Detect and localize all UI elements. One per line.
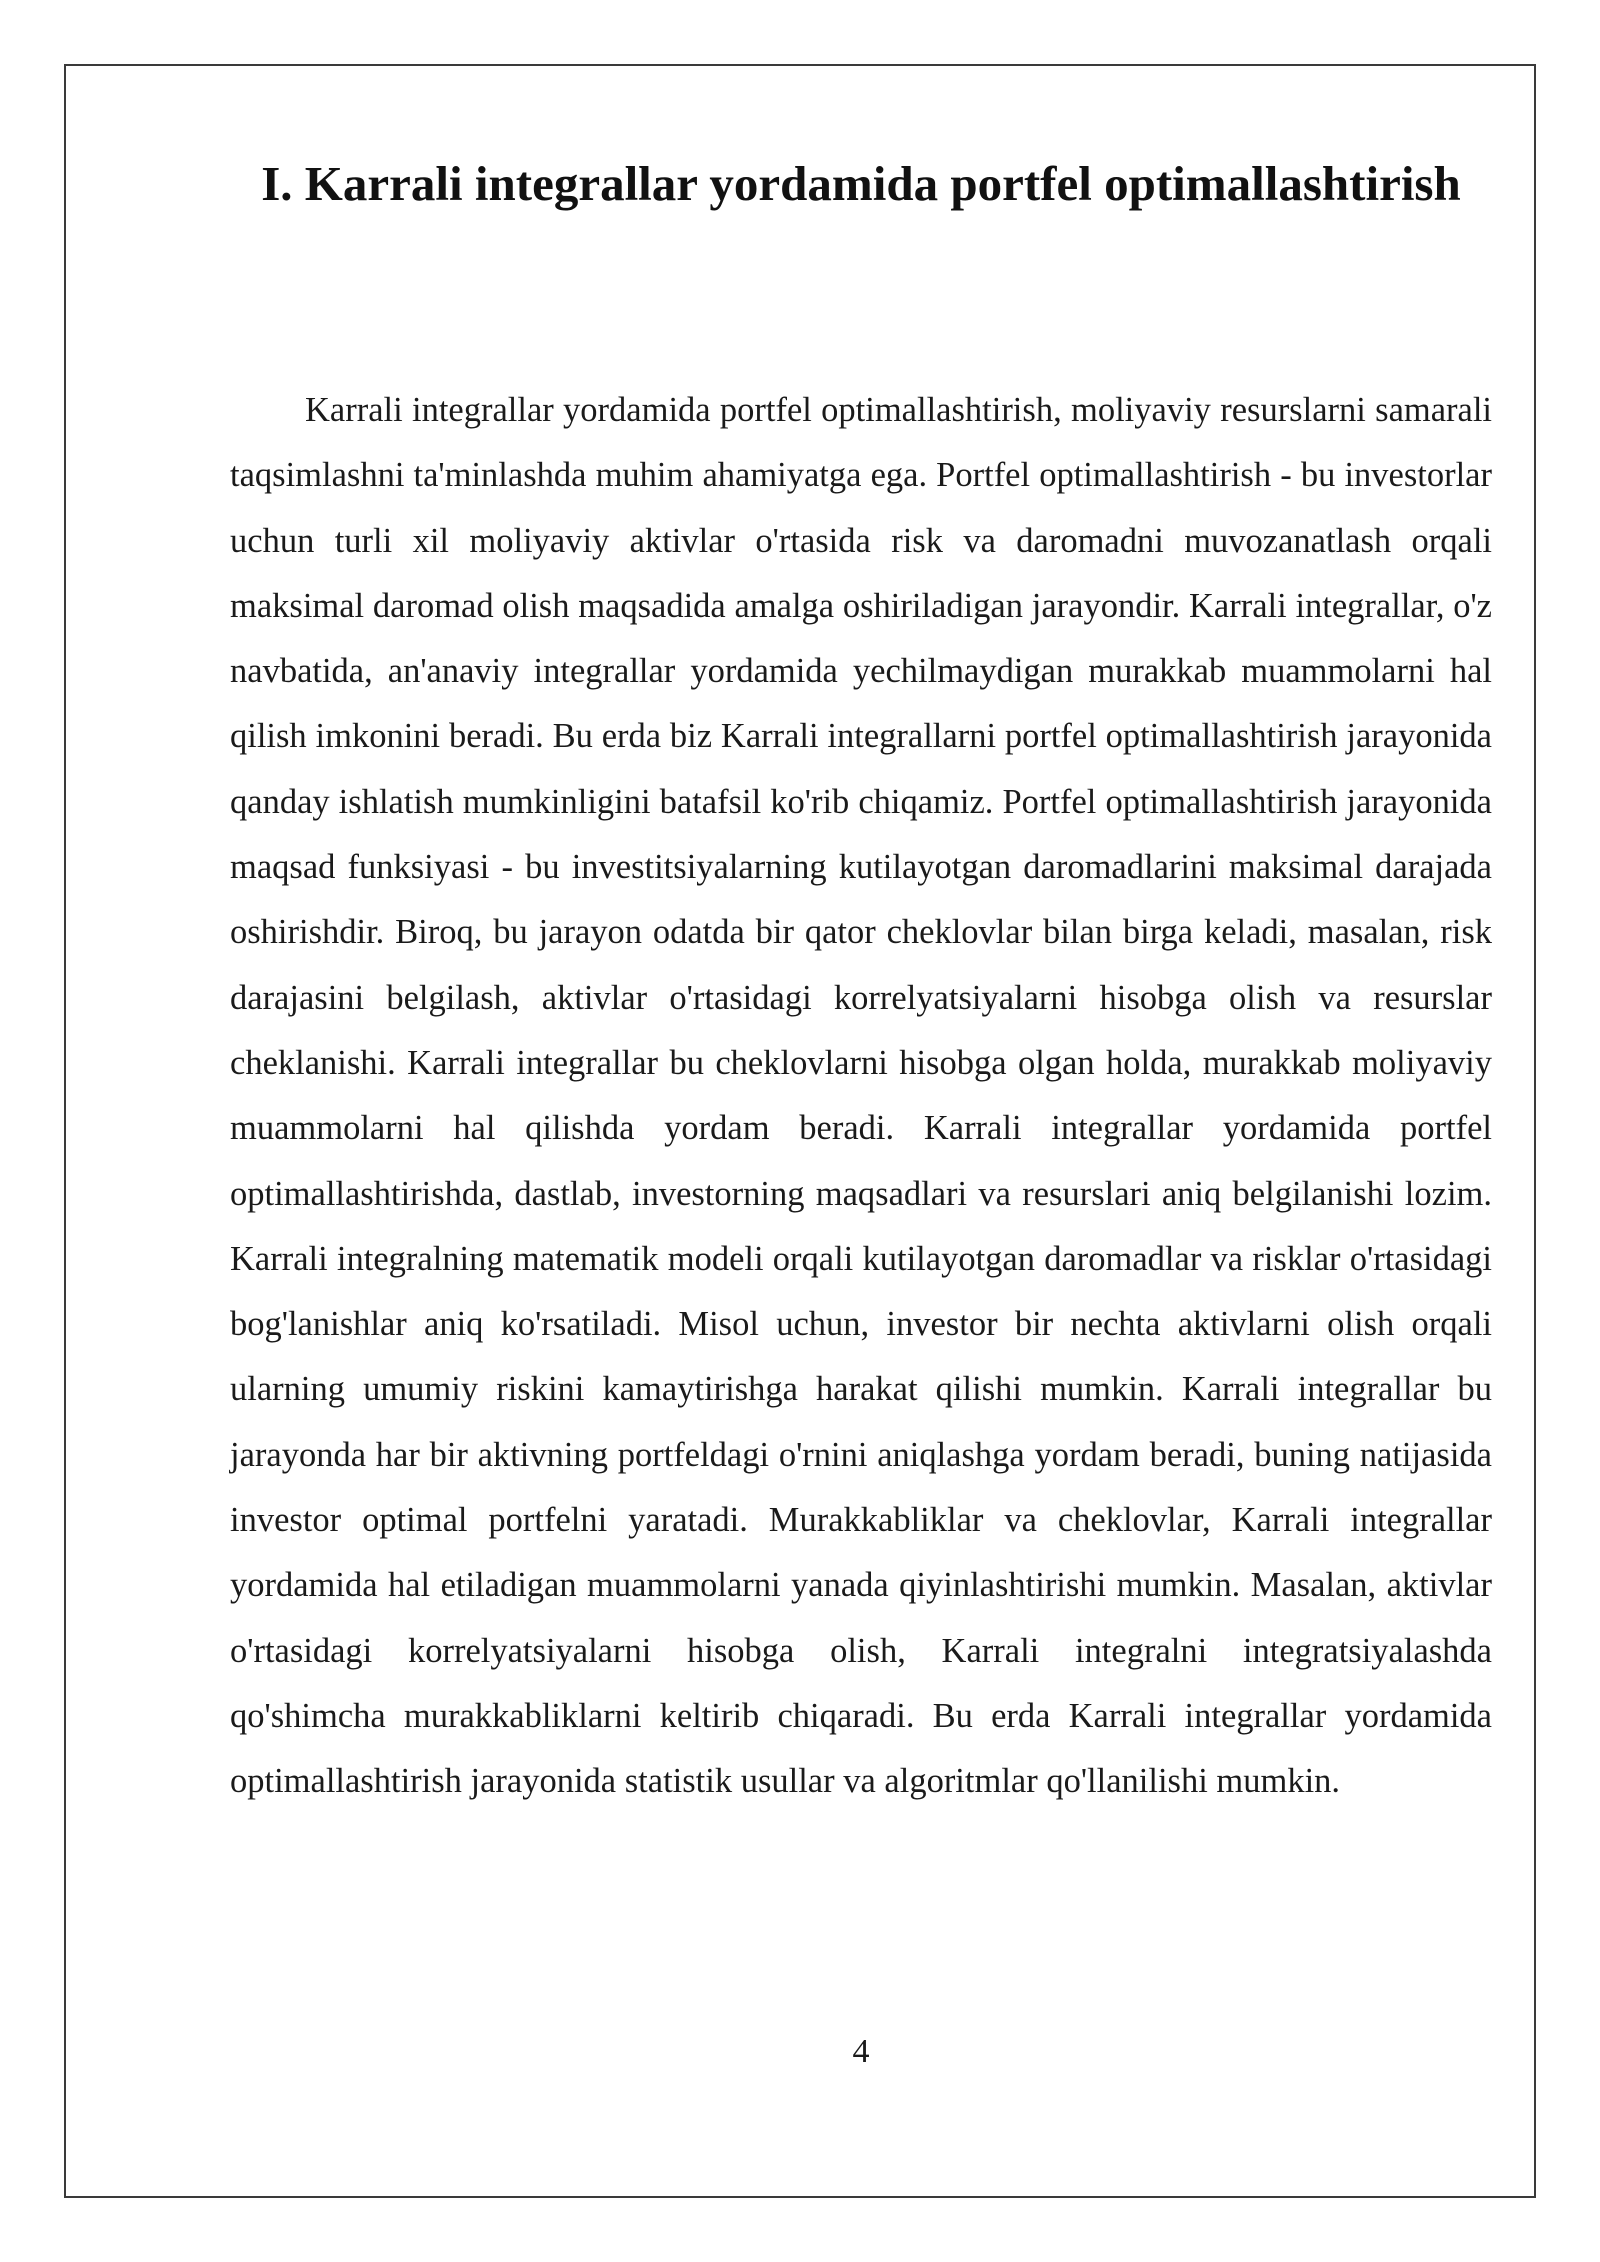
body-paragraph: Karrali integrallar yordamida portfel optimallashtirish, moliyaviy resurslarni samarali taqsimlashni ta'minlashda muhim ahamiyatga ega. Portfel optimallashtirish - bu investorlar uchun turli xil moliyaviy aktivlar o'rtasida risk va daromadni muvozanatlash orqali maksimal daromad olish maqsadida amalga oshiriladigan jarayondir. Karrali integrallar, o'z navbatida, an'anaviy integrallar yordamida yechilmaydigan murakkab muammolarni hal qilish imkonini beradi. Bu erda biz Karrali integrallarni portfel optimallashtirish jarayonida qanday ishlatish mumkinligini batafsil ko'rib chiqamiz. Portfel optimallashtirish jarayonida maqsad funksiyasi - bu investitsiyalarning kutilayotgan daromadlarini maksimal darajada oshirishdir. Biroq, bu jarayon odatda bir qator cheklovlar bilan birga keladi, masalan, risk darajasini belgilash, aktivlar o'rtasidagi korrelyatsiyalarni hisobga olish va resurslar cheklanishi. Karrali integrallar bu cheklovlarni hisobga olgan holda, murakkab moliyaviy muammolarni hal qilishda yordam beradi. Karrali integrallar yordamida portfel optimallashtirishda, dastlab, investorning maqsadlari va resurslari aniq belgilanishi lozim. Karrali integralning matematik modeli orqali kutilayotgan daromadlar va risklar o'rtasidagi bog'lanishlar aniq ko'rsatiladi. Misol uchun, investor bir nechta aktivlarni olish orqali ularning umumiy riskini kamaytirishga harakat qilishi mumkin. Karrali integrallar bu jarayonda har bir aktivning portfeldagi o'rnini aniqlashga yordam beradi, buning natijasida investor optimal portfelni yaratadi. Murakkabliklar va cheklovlar, Karrali integrallar yordamida hal etiladigan muammolarni yanada qiyinlashtirishi mumkin. Masalan, aktivlar o'rtasidagi korrelyatsiyalarni hisobga olish, Karrali integralni integratsiyalashda qo'shimcha murakkabliklarni keltirib chiqaradi. Bu erda Karrali integrallar yordamida optimallashtirish jarayonida statistik usullar va algoritmlar qo'llanilishi mumkin. [230, 391, 1492, 1801]
page-number: 4 [852, 2033, 870, 2070]
document-title: I. Karrali integrallar yordamida portfel optimallashtirish [261, 156, 1461, 211]
